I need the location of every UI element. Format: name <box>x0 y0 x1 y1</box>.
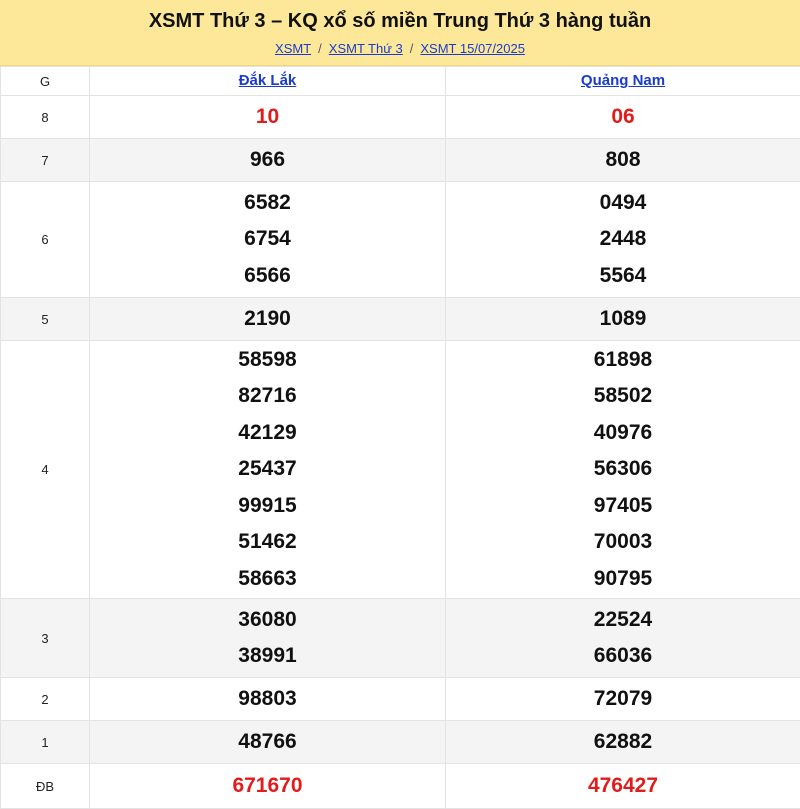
result-cell <box>90 298 446 341</box>
result-cell <box>90 182 446 298</box>
prize-label: ĐB <box>1 764 90 809</box>
result-cell <box>90 96 446 139</box>
result-number: 98803 <box>90 681 445 718</box>
prize-label: 8 <box>1 96 90 139</box>
province-header-quang-nam <box>446 67 800 96</box>
table-row <box>1 764 800 809</box>
result-number: 22524 <box>446 602 800 639</box>
page-header <box>0 0 800 66</box>
breadcrumb <box>0 40 800 58</box>
breadcrumb-separator: / <box>318 41 322 56</box>
result-number: 58598 <box>90 342 445 379</box>
prize-label: 7 <box>1 139 90 182</box>
result-number: 72079 <box>446 681 800 718</box>
province-link-quang-nam[interactable]: Quảng Nam <box>581 72 665 89</box>
result-cell <box>90 139 446 182</box>
page-title: XSMT Thứ 3 – KQ xổ số miền Trung Thứ 3 hàng tuần <box>0 8 800 34</box>
result-number: 62882 <box>446 724 800 761</box>
result-cell <box>90 764 446 809</box>
result-number: 0494 <box>446 185 800 222</box>
breadcrumb-xsmt-thu-3[interactable]: XSMT Thứ 3 <box>329 41 403 56</box>
result-cell <box>446 341 800 599</box>
result-number: 808 <box>446 142 800 179</box>
table-row <box>1 678 800 721</box>
breadcrumb-xsmt[interactable]: XSMT <box>275 41 311 56</box>
result-number: 82716 <box>90 378 445 415</box>
result-number: 6754 <box>90 221 445 258</box>
result-cell <box>446 139 800 182</box>
breadcrumb-xsmt-date[interactable]: XSMT 15/07/2025 <box>420 41 525 56</box>
table-row <box>1 599 800 678</box>
result-cell <box>446 764 800 809</box>
table-row <box>1 298 800 341</box>
jackpot-number: 476427 <box>446 768 800 805</box>
result-cell <box>446 678 800 721</box>
result-number: 97405 <box>446 488 800 525</box>
result-number: 70003 <box>446 524 800 561</box>
jackpot-number: 671670 <box>90 768 445 805</box>
prize-label: 1 <box>1 721 90 764</box>
result-number: 38991 <box>90 638 445 675</box>
result-number: 48766 <box>90 724 445 761</box>
result-cell <box>446 721 800 764</box>
result-number: 40976 <box>446 415 800 452</box>
result-cell <box>446 182 800 298</box>
table-header-row <box>1 67 800 96</box>
table-row <box>1 139 800 182</box>
prize-label: 2 <box>1 678 90 721</box>
result-cell <box>446 96 800 139</box>
result-number: 51462 <box>90 524 445 561</box>
result-number: 99915 <box>90 488 445 525</box>
result-number: 42129 <box>90 415 445 452</box>
result-number: 966 <box>90 142 445 179</box>
result-number: 66036 <box>446 638 800 675</box>
province-link-dak-lak[interactable]: Đắk Lắk <box>239 72 297 89</box>
result-cell <box>446 298 800 341</box>
result-cell <box>90 599 446 678</box>
result-number: 10 <box>90 99 445 136</box>
result-cell <box>90 341 446 599</box>
table-row <box>1 96 800 139</box>
result-number: 90795 <box>446 561 800 598</box>
result-number: 36080 <box>90 602 445 639</box>
result-number: 5564 <box>446 258 800 295</box>
result-cell <box>90 721 446 764</box>
result-number: 6566 <box>90 258 445 295</box>
breadcrumb-separator: / <box>410 41 414 56</box>
result-cell <box>446 599 800 678</box>
prize-label: 4 <box>1 341 90 599</box>
result-number: 25437 <box>90 451 445 488</box>
result-number: 6582 <box>90 185 445 222</box>
result-number: 61898 <box>446 342 800 379</box>
results-table <box>0 66 800 809</box>
prize-column-header: G <box>1 67 90 96</box>
result-number: 06 <box>446 99 800 136</box>
result-cell <box>90 678 446 721</box>
prize-label: 3 <box>1 599 90 678</box>
result-number: 58663 <box>90 561 445 598</box>
result-number: 2448 <box>446 221 800 258</box>
prize-label: 5 <box>1 298 90 341</box>
result-number: 56306 <box>446 451 800 488</box>
result-number: 58502 <box>446 378 800 415</box>
prize-label: 6 <box>1 182 90 298</box>
table-row <box>1 341 800 599</box>
result-number: 2190 <box>90 301 445 338</box>
province-header-dak-lak <box>90 67 446 96</box>
result-number: 1089 <box>446 301 800 338</box>
table-row <box>1 182 800 298</box>
table-row <box>1 721 800 764</box>
